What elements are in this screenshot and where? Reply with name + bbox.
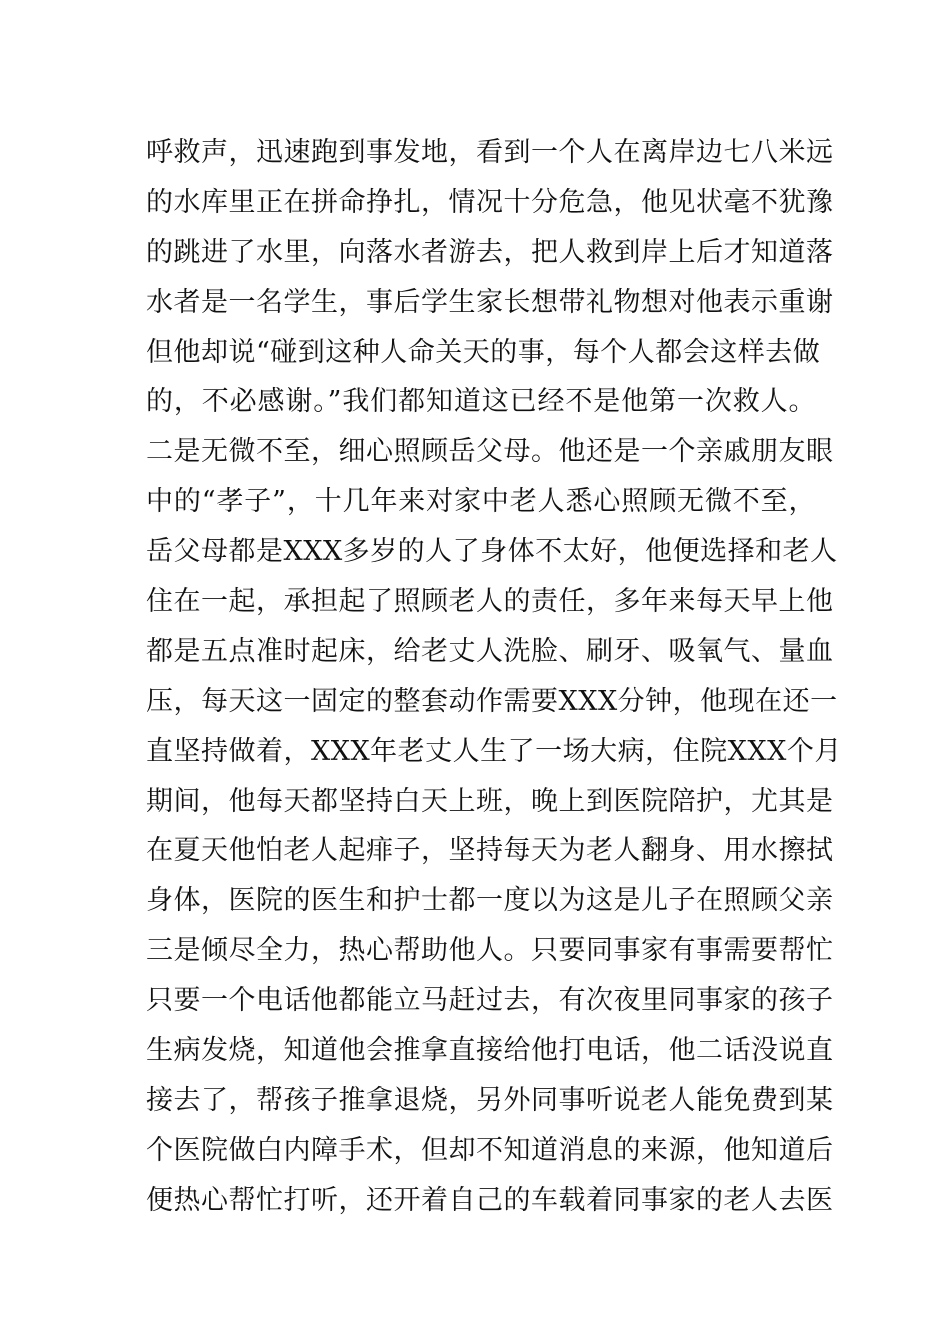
text-line-4: 水者是一名学生，事后学生家长想带礼物想对他表示重谢 xyxy=(146,286,834,318)
text-line-3: 的跳进了水里，向落水者游去，把人救到岸上后才知道落 xyxy=(146,236,834,268)
text-line-13: 直坚持做着，XXX年老丈人生了一场大病，住院XXX个月 xyxy=(146,735,842,767)
text-line-17: 三是倾尽全力，热心帮助他人。只要同事家有事需要帮忙 xyxy=(146,935,834,967)
text-line-16: 身体，医院的医生和护士都一度以为这是儿子在照顾父亲 xyxy=(146,885,834,917)
text-line-5: 但他却说“碰到这种人命关天的事，每个人都会这样去做 xyxy=(146,336,821,368)
text-line-14: 期间，他每天都坚持白天上班，晚上到医院陪护，尤其是 xyxy=(146,785,834,817)
text-line-11: 都是五点准时起床，给老丈人洗脸、刷牙、吸氧气、量血 xyxy=(146,635,834,667)
text-line-8: 中的“孝子”，十几年来对家中老人悉心照顾无微不至， xyxy=(146,486,816,518)
text-line-9: 岳父母都是XXX多岁的人了身体不太好，他便选择和老人 xyxy=(146,536,838,568)
text-line-21: 个医院做白内障手术，但却不知道消息的来源，他知道后 xyxy=(146,1134,834,1166)
text-line-1: 呼救声，迅速跑到事发地，看到一个人在离岸边七八米远 xyxy=(146,137,834,168)
text-line-7: 二是无微不至，细心照顾岳父母。他还是一个亲戚朋友眼 xyxy=(146,436,834,468)
text-line-6: 的，不必感谢。”我们都知道这已经不是他第一次救人。 xyxy=(146,386,816,418)
text-line-10: 住在一起，承担起了照顾老人的责任，多年来每天早上他 xyxy=(146,586,834,618)
text-line-15: 在夏天他怕老人起痱子，坚持每天为老人翻身、用水擦拭 xyxy=(146,835,834,867)
text-line-2: 的水库里正在拼命挣扎，情况十分危急，他见状毫不犹豫 xyxy=(146,186,834,218)
text-line-12: 压，每天这一固定的整套动作需要XXX分钟，他现在还一 xyxy=(146,685,838,717)
body-text xyxy=(146,128,842,1226)
text-line-18: 只要一个电话他都能立马赶过去，有次夜里同事家的孩子 xyxy=(146,985,834,1017)
text-line-19: 生病发烧，知道他会推拿直接给他打电话，他二话没说直 xyxy=(146,1035,834,1067)
text-line-22: 便热心帮忙打听，还开着自己的车载着同事家的老人去医 xyxy=(146,1184,834,1216)
text-line-20: 接去了，帮孩子推拿退烧，另外同事听说老人能免费到某 xyxy=(146,1084,834,1116)
